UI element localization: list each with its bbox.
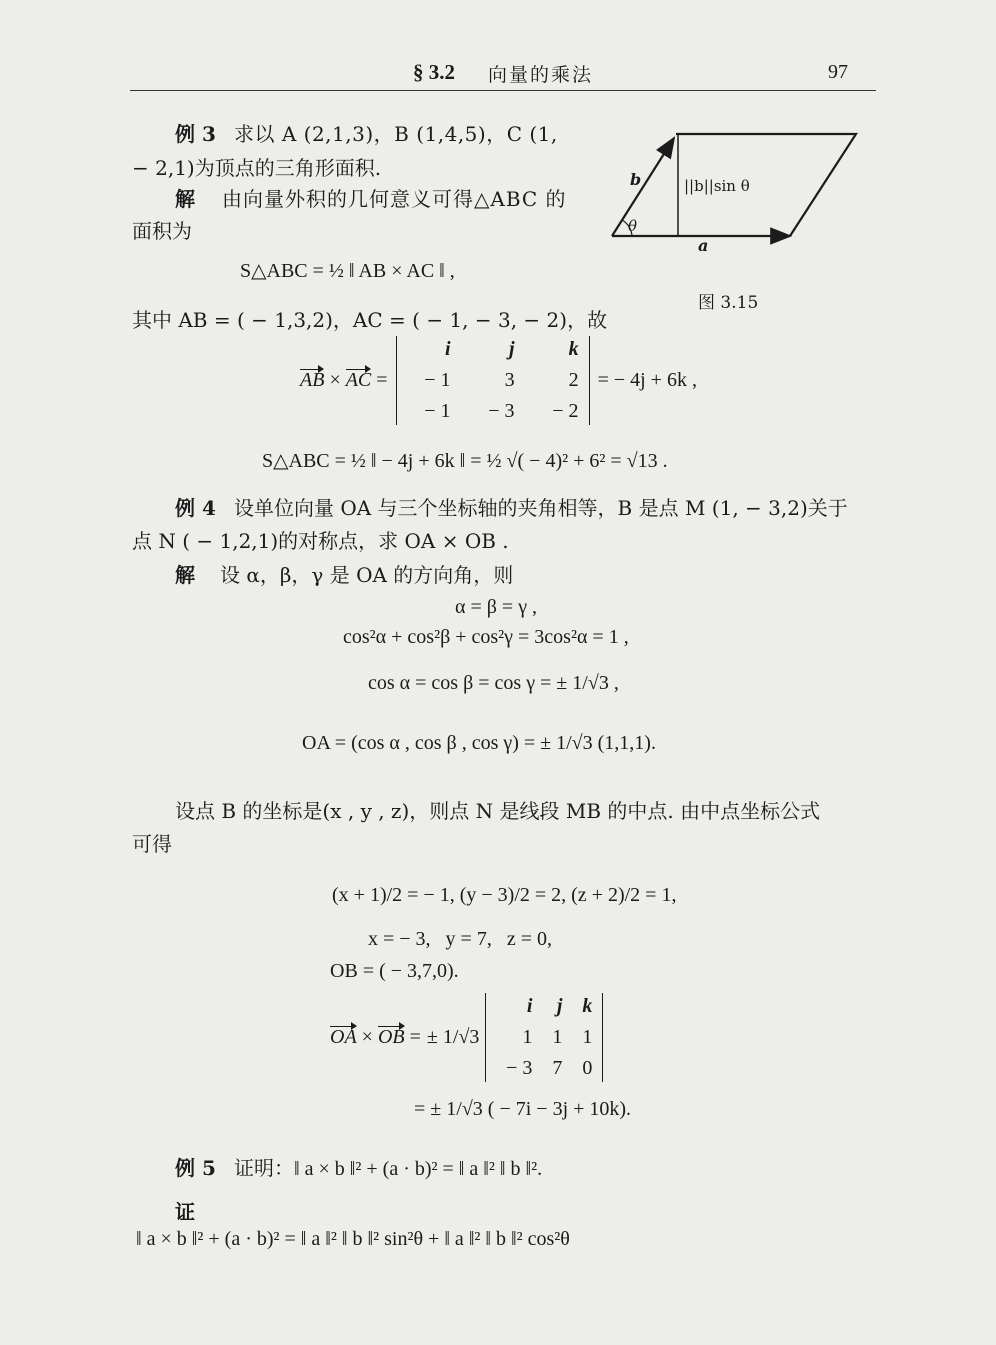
example-5-statement: 证明：‖ a × b ‖² + (a · b)² = ‖ a ‖² ‖ b ‖².: [234, 1158, 543, 1180]
solution-4-text: 设 α，β，γ 是 OA 的方向角，则: [220, 563, 514, 587]
fig-label-a: a: [698, 236, 709, 255]
equation-cos-sum: cos²α + cos²β + cos²γ = 3cos²α = 1 ,: [343, 626, 629, 648]
det-cell: j: [509, 338, 515, 360]
example-4-text-2: 点 N ( − 1,2,1)的对称点，求 OA × OB .: [132, 529, 509, 553]
determinant-ex3: [396, 336, 590, 425]
equation-oa: OA = (cos α , cos β , cos γ) = ± 1/√3 (1,1,1).: [302, 732, 656, 754]
det-cell: − 2: [552, 400, 579, 422]
example-4-label: 例 4: [175, 496, 216, 520]
det-cell: k: [568, 338, 579, 360]
det-cell: 2: [568, 369, 579, 391]
det-cell: k: [582, 995, 593, 1017]
paragraph-midpoint-2: 可得: [132, 832, 172, 856]
fig-label-theta: θ: [628, 217, 638, 235]
det-cell: − 3: [488, 400, 515, 422]
det-cell: 1: [522, 1026, 533, 1048]
cross-result: = − 4j + 6k ,: [597, 369, 697, 391]
equation-cross-product: [300, 336, 697, 425]
proof-label: 证: [175, 1200, 195, 1224]
coefficient: ± 1/√3: [426, 1026, 480, 1048]
equation-oa-cross-ob: [330, 993, 603, 1082]
example-3-label: 例 3: [175, 122, 216, 146]
det-cell: j: [556, 995, 563, 1017]
equation-oa-cross-ob-result: = ± 1/√3 ( − 7i − 3j + 10k).: [414, 1098, 632, 1120]
det-cell: 0: [582, 1057, 593, 1079]
equation-cos-values: cos α = cos β = cos γ = ± 1/√3 ,: [368, 672, 619, 694]
det-cell: 1: [552, 1026, 563, 1048]
section-title: 向量的乘法: [488, 64, 594, 86]
vector-b: [612, 138, 674, 236]
det-cell: − 3: [506, 1057, 533, 1079]
page-number: 97: [828, 61, 848, 83]
proof-equation: ‖ a × b ‖² + (a · b)² = ‖ a ‖² ‖ b ‖² sin²θ + ‖ a ‖² ‖ b ‖² cos²θ: [136, 1228, 570, 1250]
solution-text-2: 面积为: [132, 219, 192, 243]
determinant-ex4: [485, 993, 603, 1082]
equation-coordinates: x = − 3, y = 7, z = 0,: [368, 928, 552, 950]
fig-label-b: b: [630, 170, 642, 189]
det-cell: i: [445, 338, 451, 360]
paragraph-midpoint-1: 设点 B 的坐标是(x , y , z)，则点 N 是线段 MB 的中点. 由中点坐标公式: [175, 799, 821, 823]
cross-lhs: AB × AC =: [300, 369, 388, 391]
section-number: § 3.2: [413, 60, 455, 84]
solution-text-1: 由向量外积的几何意义可得△ABC 的: [222, 187, 567, 211]
example-3-text-2: − 2,1)为顶点的三角形面积.: [132, 156, 382, 180]
det-cell: 3: [504, 369, 515, 391]
det-cell: − 1: [424, 369, 451, 391]
figure-caption: 图 3.15: [698, 293, 759, 313]
equation-angles-equal: α = β = γ ,: [455, 596, 538, 618]
fig-label-height: ||b||sin θ: [684, 177, 750, 195]
equation-midpoint: (x + 1)/2 = − 1, (y − 3)/2 = 2, (z + 2)/2 = 1,: [332, 884, 677, 906]
equation-ob: OB = ( − 3,7,0).: [330, 960, 459, 982]
oa-cross-ob-lhs: OA × OB =: [330, 1026, 421, 1048]
det-cell: i: [526, 995, 533, 1017]
solution-label: 解: [175, 187, 195, 211]
example-3-text-1: 求以 A (2,1,3)，B (1,4,5)，C (1,: [234, 122, 558, 146]
solution-4-label: 解: [175, 563, 195, 587]
equation-area: S△ABC = ½ ‖ AB × AC ‖ ,: [240, 260, 455, 282]
example-4-text-1: 设单位向量 OA 与三个坐标轴的夹角相等，B 是点 M (1, − 3,2)关于: [234, 496, 848, 520]
det-cell: − 1: [424, 400, 451, 422]
example-5-label: 例 5: [175, 1156, 216, 1180]
where-line: 其中 AB = ( − 1,3,2)，AC = ( − 1, − 3, − 2)，故: [132, 308, 608, 332]
det-cell: 1: [582, 1026, 593, 1048]
det-cell: 7: [552, 1057, 563, 1079]
header-rule: [130, 90, 876, 91]
equation-final-area: S△ABC = ½ ‖ − 4j + 6k ‖ = ½ √( − 4)² + 6² = √13 .: [262, 450, 668, 472]
